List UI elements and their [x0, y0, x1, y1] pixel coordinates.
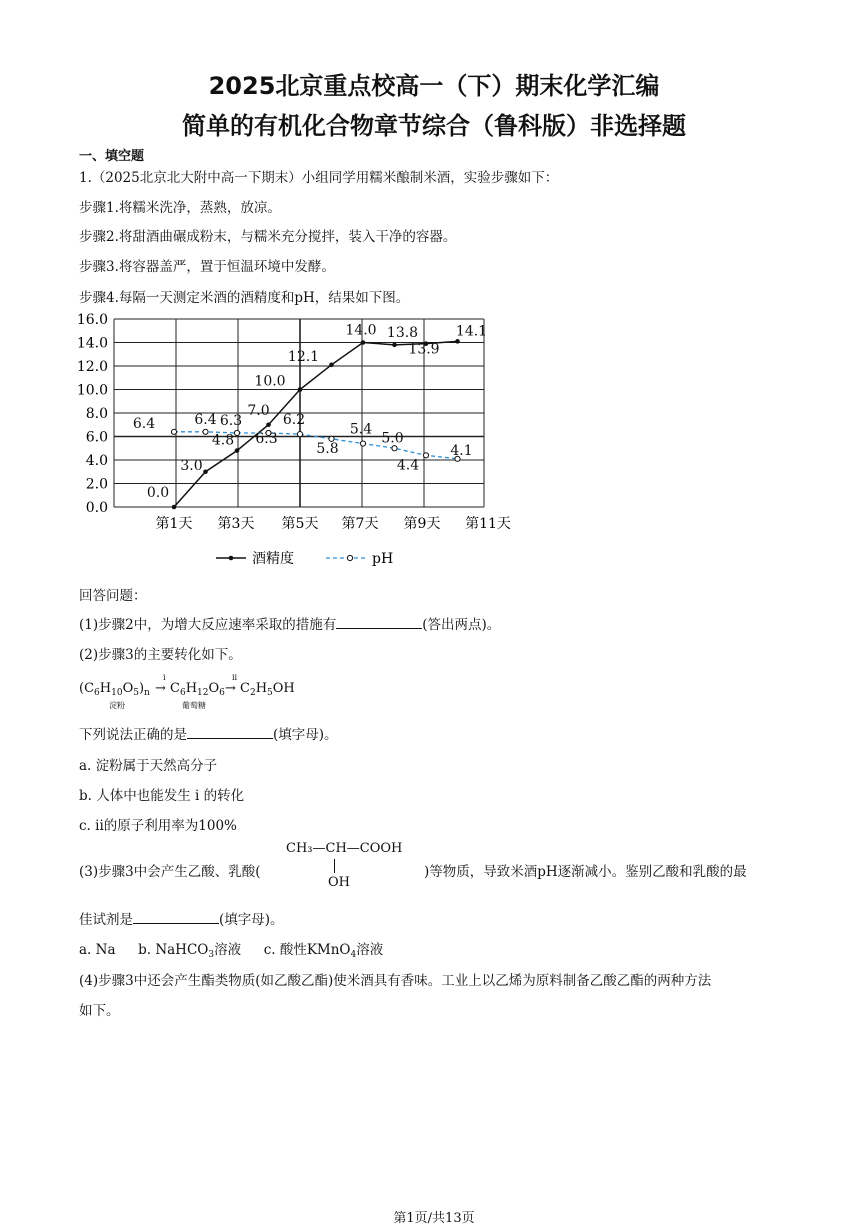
step-i-label: i [163, 673, 166, 682]
option-a: a. 淀粉属于天然高分子 [79, 758, 218, 774]
option-c: c. ii的原子利用率为100% [79, 818, 237, 834]
question-1-3-text-after: )等物质，导致米酒pH逐渐减小。鉴别乙酸和乳酸的最 [424, 864, 747, 880]
y-tick-label: 10.0 [76, 382, 108, 399]
legend-label-ph: pH [372, 551, 394, 567]
question-1-3-options: a. Na b. NaHCO$_3$溶液 c. 酸性KMnO$_4$溶液 [79, 942, 384, 960]
page-footer: 第1页/共13页 [393, 1211, 475, 1226]
glucose-label: 葡萄糖 [182, 701, 206, 710]
prompt-text: 下列说法正确的是 [79, 727, 187, 743]
data-label: 5.0 [381, 430, 404, 447]
x-tick-label: 第9天 [403, 516, 441, 532]
data-point-alcohol [298, 387, 303, 392]
data-label: 14.0 [345, 322, 377, 339]
question-1-1-suffix: (答出两点)。 [422, 617, 501, 633]
question-1-1 [79, 613, 500, 633]
page-title-line1: 2025北京重点校高一（下）期末化学汇编 [208, 72, 660, 100]
data-label: 0.0 [146, 485, 170, 501]
legend-marker-ph [347, 555, 352, 560]
answer-prompt: 回答问题： [79, 588, 147, 604]
data-label: 3.0 [180, 457, 203, 474]
data-point-ph [392, 446, 397, 451]
step-ii-label: ii [232, 673, 238, 682]
x-tick-label: 第11天 [465, 516, 511, 532]
data-label: 5.8 [316, 440, 339, 457]
question-1-intro: 1.（2025北京北大附中高一下期末）小组同学用糯米酿制米酒，实验步骤如下： [79, 170, 559, 186]
data-point-alcohol [172, 505, 177, 510]
x-tick-label: 第3天 [217, 516, 255, 532]
step-1: 步骤1.将糯米洗净，蒸熟，放凉。 [79, 200, 281, 216]
data-label: 10.0 [254, 373, 286, 390]
legend-marker-alcohol [229, 556, 234, 561]
data-label: 4.4 [396, 457, 420, 474]
y-tick-label: 4.0 [85, 453, 108, 469]
option-3b-suffix: 溶液 [214, 942, 242, 958]
y-tick-label: 8.0 [85, 406, 108, 422]
data-point-alcohol [203, 469, 208, 474]
y-tick-label: 12.0 [76, 359, 108, 375]
data-point-alcohol [361, 340, 366, 345]
reaction-equation: $(C_6H_{10}O_5)_n$ 淀粉 i → $C_6H_{12}O_6$ 葡萄糖 ii → $C_2H_5OH$ [79, 673, 295, 710]
prompt-text-3: 佳试剂是 [79, 912, 133, 928]
y-tick-label: 2.0 [85, 476, 108, 493]
question-1-3-line2 [79, 908, 284, 928]
lactic-acid-structure [286, 841, 426, 893]
question-1-3-text-before: (3)步骤3中会产生乙酸、乳酸( [79, 864, 261, 880]
data-label: 13.9 [408, 341, 440, 358]
question-1-4-line2: 如下。 [79, 1003, 120, 1019]
data-point-alcohol [455, 339, 460, 344]
data-label: 7.0 [247, 402, 270, 419]
answer-blank-3[interactable] [133, 911, 219, 924]
y-tick-label: 14.0 [76, 335, 108, 352]
x-tick-label: 第1天 [155, 516, 193, 532]
data-label: 12.1 [287, 348, 320, 365]
data-point-alcohol [392, 343, 397, 348]
starch-label: 淀粉 [109, 701, 125, 710]
question-1-2-prompt [79, 723, 338, 743]
option-b: b. 人体中也能发生 i 的转化 [79, 788, 245, 804]
lactic-acid-oh: OH [328, 875, 350, 890]
data-label: 4.8 [211, 432, 235, 449]
data-point-ph [171, 429, 176, 434]
legend-label-alcohol: 酒精度 [252, 551, 294, 567]
x-tick-label: 第5天 [281, 516, 319, 532]
option-3a: a. Na [79, 942, 116, 958]
alcohol-ph-chart [70, 308, 530, 573]
data-point-alcohol [235, 448, 240, 453]
data-label: 5.4 [349, 421, 373, 438]
data-point-alcohol [329, 363, 334, 368]
data-label: 13.8 [386, 324, 419, 341]
option-3c: c. 酸性KMnO [263, 942, 351, 958]
lactic-acid-top: CH₃—CH—COOH [286, 841, 403, 856]
data-label: 6.3 [255, 430, 278, 447]
option-3b: b. NaHCO [138, 942, 209, 958]
option-3c-suffix: 溶液 [356, 942, 384, 958]
data-label: 6.4 [194, 411, 217, 428]
data-label: 6.2 [282, 412, 306, 429]
prompt-suffix: (填字母)。 [273, 727, 338, 743]
data-point-ph [297, 432, 302, 437]
x-tick-label: 第7天 [341, 516, 379, 532]
question-1-4-line1: (4)步骤3中还会产生酯类物质(如乙酸乙酯)使米酒具有香味。工业上以乙烯为原料制备乙酸乙酯的两种方法 [79, 973, 712, 989]
answer-blank-2[interactable] [187, 726, 273, 739]
section-heading: 一、填空题 [79, 149, 145, 164]
y-tick-label: 16.0 [76, 312, 108, 328]
data-label: 4.1 [450, 442, 473, 459]
data-point-ph [423, 453, 428, 458]
page-title-line2: 简单的有机化合物章节综合（鲁科版）非选择题 [182, 112, 686, 140]
step-2: 步骤2.将甜酒曲碾成粉末，与糯米充分搅拌，装入干净的容器。 [79, 229, 457, 245]
answer-blank-1[interactable] [336, 616, 422, 629]
step-3: 步骤3.将容器盖严，置于恒温环境中发酵。 [79, 259, 335, 275]
y-tick-label: 0.0 [85, 500, 108, 516]
question-1-2: (2)步骤3的主要转化如下。 [79, 647, 242, 663]
data-point-alcohol [266, 422, 271, 427]
step-4: 步骤4.每隔一天测定米酒的酒精度和pH，结果如下图。 [79, 290, 410, 306]
question-1-1-text: (1)步骤2中，为增大反应速率采取的措施有 [79, 617, 337, 633]
data-point-ph [360, 441, 365, 446]
prompt-suffix-3: (填字母)。 [219, 912, 284, 928]
data-label: 6.3 [219, 412, 243, 429]
data-point-ph [234, 430, 239, 435]
data-point-ph [203, 429, 208, 434]
data-label: 14.1 [455, 323, 488, 340]
y-tick-label: 6.0 [85, 429, 108, 446]
data-label: 6.4 [132, 415, 156, 432]
